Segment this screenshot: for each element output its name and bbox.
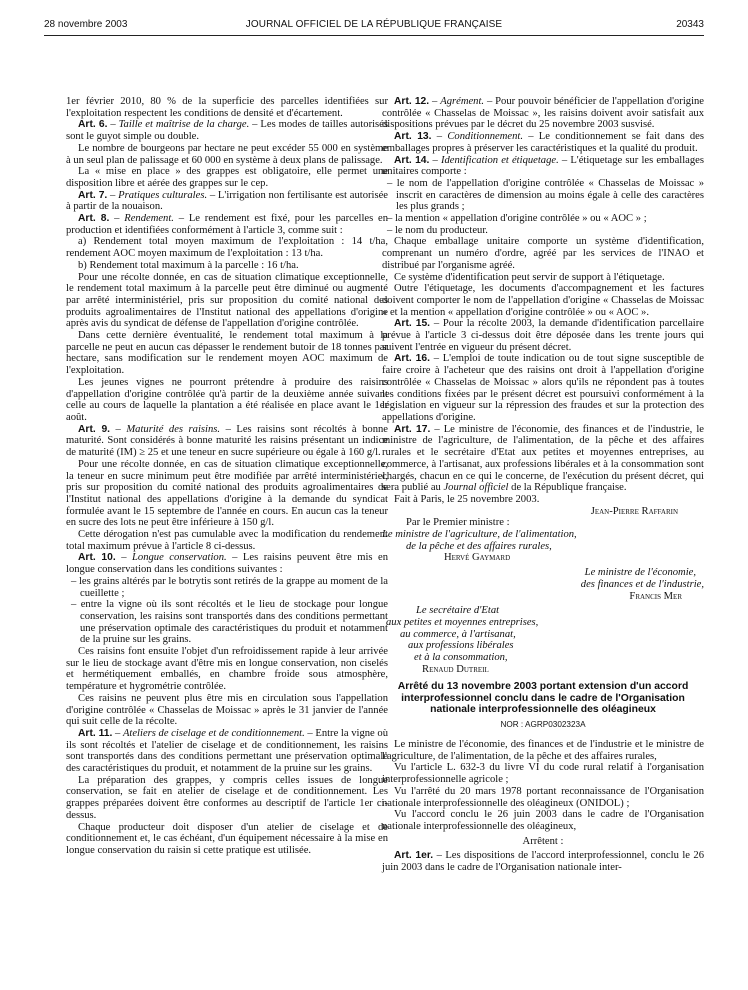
secretary-title: aux professions libérales	[408, 640, 514, 652]
paragraph: La « mise en place » des grappes est obligatoire, elle permet une disposition libre et aérée des grappes sur le cep.	[66, 166, 388, 189]
article-text: – Pour la récolte 2003, la demande d'identification parcellaire prévue à l'article 3 ci-dessus doit être déposée dans les trente jours qui suivent l'entrée en vigueur du présent décret.	[382, 318, 704, 353]
article-text: – Entre la vigne où ils sont récoltés et l'atelier de ciselage et de conditionnement, les raisins sont transportés dans des conditions permettant une préservation optimale des caractéristiques du produit, et notamment de la pruine sur les grains.	[66, 727, 389, 775]
article-7: Art. 7. – Pratiques culturales. – L'irrigation non fertilisante est autorisée à partir de la nouaison.	[66, 189, 388, 213]
paragraph: Vu l'accord conclu le 26 juin 2003 dans le cadre de l'Organisation nationale interprofessionnelle des oléagineux,	[382, 809, 704, 832]
article-title: Pratiques culturales.	[118, 189, 208, 201]
article-9: Art. 9. – Maturité des raisins. – Les raisins sont récoltés à bonne maturité. Sont considérés à bonne maturité les raisins présentant un indice de maturité (IM) ≥ 25 et une teneur en sucre supérieure ou égale à 160 g/l.	[66, 423, 389, 459]
nor-reference: NOR : AGRP0302323A	[500, 720, 586, 730]
article-17	[382, 424, 704, 494]
list-item: – les grains altérés par le botrytis sont retirés de la grappe au moment de la cueillette ;	[71, 575, 388, 599]
paragraph: Pour une récolte donnée, en cas de situation climatique exceptionnelle, le rendement total maximum à la parcelle peut être diminué ou augmenté par arrêté interministériel, pris sur proposition du comité national des produits agroalimentaires de l'Institut national des appellations d'origine après avis du syndicat de défense de l'appellation d'origine contrôlée.	[66, 271, 388, 330]
list-item: – le nom de l'appellation d'origine contrôlée « Chasselas de Moissac » inscrit en caractères de dimension au moins égale à celle des caractères les plus grands ;	[387, 177, 704, 213]
article-text: – Le conditionnement se fait dans des emballages propres à préserver les caractéristiques et la qualité du produit.	[382, 131, 704, 154]
secretary-title: et à la consommation,	[414, 652, 508, 664]
signature-economy-minister: Francis Mer	[629, 590, 682, 602]
page-header	[44, 19, 704, 33]
article-title: Conditionnement.	[447, 131, 523, 143]
paragraph: Chaque emballage unitaire comporte un système d'identification, comprenant un numéro d'ordre, agréé par les services de l'INAO et distribué par l'organisme agréé.	[382, 236, 704, 271]
article-text: – L'emploi de toute indication ou de tout signe susceptible de faire croire à l'acheteur que des raisins ont droit à l'appellation d'origine contrôlée « Chasselas de Moissac » alors qu'ils ne répondent pas à toutes les conditions fixées par le présent décret est poursuivi conformément à la législation en vigueur sur la répression des fraudes et sur la protection des appellations d'origine.	[382, 353, 704, 423]
article-14: Art. 14. – Identification et étiquetage. – L'étiquetage sur les emballages unitaires comporte :	[382, 154, 704, 178]
article-title: Maturité des raisins.	[126, 423, 221, 435]
signature-secretary: Renaud Dutreil	[422, 663, 489, 675]
article-text: de la République française.	[508, 482, 627, 494]
paragraph: Vu l'article L. 632-3 du livre VI du code rural relatif à l'organisation interprofessionnelle agricole ;	[382, 762, 704, 786]
paragraph: Les jeunes vignes ne pourront prétendre à produire des raisins d'appellation d'origine contrôlée qu'à partir de la deuxième année suivant celle au cours de laquelle la plantation a été réalisée en place avant le 1er août.	[66, 376, 388, 423]
paragraph: Chaque producteur doit disposer d'un atelier de ciselage et de conditionnement et, le cas échéant, d'un équipement nécessaire à la mise en longue conservation du raisin si cette pratique est utilisée.	[66, 821, 388, 856]
paragraph: Ces raisins ne peuvent plus être mis en circulation sous l'appellation d'origine contrôlée « Chasselas de Moissac » après le 31 janvier de l'année qui suit celle de la récolte.	[66, 692, 388, 728]
article-label: Art. 6.	[78, 119, 108, 131]
article-label: Art. 8.	[78, 213, 110, 225]
header-date: 28 novembre 2003	[44, 19, 128, 30]
paragraph: Outre l'étiquetage, les documents d'accompagnement et les factures doivent comporter le nom de l'appellation d'origine « Chasselas de Moissac » et la mention « appellation d'origine contrôlée » ou « AOC ».	[382, 283, 704, 318]
article-15	[382, 318, 704, 353]
paragraph: Le nombre de bourgeons par hectare ne peut excéder 55 000 en système à un seul plan de palissage et 60 000 en système à deux plans de palissage.	[66, 142, 388, 166]
header-rule	[44, 35, 704, 36]
paragraph: Ce système d'identification peut servir de support à l'étiquetage.	[394, 271, 665, 283]
paragraph: Cette dérogation n'est pas cumulable avec la modification du rendement total maximum prévue à l'article 8 ci-dessus.	[66, 529, 388, 552]
article-label: Art. 12.	[394, 96, 430, 107]
minister-title: de la pêche et des affaires rurales,	[406, 540, 552, 552]
minister-title: des finances et de l'industrie,	[580, 578, 704, 590]
article-label: Art. 17.	[394, 423, 431, 435]
article-title: Identification et étiquetage.	[440, 154, 559, 166]
paragraph: La préparation des grappes, y compris celles issues de longue conservation, se fait en atelier de ciselage et de conditionnement. Les grappes préparées doivent être conformes au descriptif de l'article 1er ci-dessus.	[66, 774, 388, 821]
right-column	[382, 96, 704, 874]
paragraph: Ces raisins font ensuite l'objet d'un refroidissement rapide à leur arrivée sur le lieu de stockage avant d'être mis en longue conservation, non ciselés et hermétiquement emballés, en chambre froide sous atmosphère, température et hygrométrie contrôlée.	[66, 646, 388, 693]
paragraph: Dans cette dernière éventualité, le rendement total maximum à la parcelle ne peut en aucun cas dépasser le rendement butoir de 18 tonnes par hectare, sans modification sur le rendement moyen AOC maximum de l'exploitation.	[66, 330, 388, 377]
by-prime-minister: Par le Premier ministre :	[406, 517, 510, 529]
list-item: – entre la vigne où ils sont récoltés et le lieu de stockage pour longue conservation, les raisins sont transportés dans des conditions permettant une préservation optimale des caractéristiques du produit et notamment de la pruine sur les grains.	[71, 599, 388, 646]
article-16	[382, 353, 704, 423]
paragraph: Vu l'arrêté du 20 mars 1978 portant reconnaissance de l'Organisation nationale interprofessionnelle des oléagineux (ONIDOL) ;	[382, 785, 704, 809]
article-label: Art. 10.	[78, 552, 116, 564]
article-label: Art. 15.	[394, 318, 431, 330]
signature-prime-minister: Jean-Pierre Raffarin	[590, 505, 678, 517]
article-label: Art. 13.	[394, 131, 432, 143]
article-8: Art. 8. – Rendement. – Le rendement est fixé, pour les parcelles en production et identifiées conformément à l'article 3, comme suit :	[66, 213, 389, 236]
article-label: Art. 11.	[78, 727, 113, 739]
left-column	[66, 96, 388, 857]
secretary-title: Le secrétaire d'Etat	[416, 605, 500, 617]
article-title: Taille et maîtrise de la charge.	[118, 119, 250, 131]
article-label: Art. 7.	[78, 189, 108, 201]
article-label: Art. 9.	[78, 423, 111, 435]
article-title: Rendement.	[124, 213, 174, 225]
article-12: Art. 12. – Agrément. – Pour pouvoir bénéficier de l'appellation d'origine contrôlée « Chasselas de Moissac », les raisins doivent avoir satisfait aux dispositions prévues par le décret du 25 novembre 2003 susvisé.	[382, 96, 705, 131]
article-10: Art. 10. – Longue conservation. – Les raisins peuvent être mis en longue conservation dans les conditions suivantes :	[66, 552, 388, 576]
article-text: – Les modes de tailles autorisés sont le guyot simple ou double.	[66, 119, 388, 143]
secretary-title: au commerce, à l'artisanat,	[400, 628, 516, 640]
article-title: Longue conservation.	[132, 552, 227, 564]
article-text: – L'irrigation non fertilisante est autorisée à partir de la nouaison.	[66, 189, 388, 213]
article-text: – L'étiquetage sur les emballages unitaires comporte :	[382, 154, 704, 178]
done-at-line: Fait à Paris, le 25 novembre 2003.	[394, 493, 540, 505]
minister-title: Le ministre de l'économie,	[584, 567, 696, 579]
article-text: – Les raisins sont récoltés à bonne maturité. Sont considérés à bonne maturité les raisins présentant un indice de maturité (IM) ≥ 25 et une teneur en sucre supérieure ou égale à 160 g/l.	[66, 423, 389, 459]
article-text: – Pour pouvoir bénéficier de l'appellation d'origine contrôlée « Chasselas de Moissac », les raisins doivent avoir satisfait aux dispositions prévues par le décret du 25 novembre 2003 susvisé.	[382, 96, 705, 131]
list-item: – la mention « appellation d'origine contrôlée » ou « AOC » ;	[387, 213, 647, 225]
paragraph: Le ministre de l'économie, des finances et de l'industrie et le ministre de l'agriculture, de l'alimentation, de la pêche et des affaires rurales,	[382, 739, 704, 762]
minister-title: Le ministre de l'agriculture, de l'alimentation,	[382, 529, 577, 541]
header-journal-title: JOURNAL OFFICIEL DE LA RÉPUBLIQUE FRANÇAISE	[245, 19, 503, 30]
article-11: Art. 11. – Ateliers de ciselage et de conditionnement. – Entre la vigne où ils sont récoltés et l'atelier de ciselage et de conditionnement, les raisins sont transportés dans des conditions permettant une préservation optimale des caractéristiques du produit, et notamment de la pruine sur les grains.	[66, 727, 389, 775]
article-1	[382, 850, 704, 873]
article-title: Agrément.	[440, 96, 485, 107]
article-text: – Les raisins peuvent être mis en longue conservation dans les conditions suivantes :	[66, 552, 388, 576]
article-label: Art. 14.	[394, 154, 430, 166]
article-title: Ateliers de ciselage et de conditionnement.	[122, 727, 305, 739]
journal-officiel-ref: Journal officiel	[443, 482, 509, 494]
list-item: – le nom du producteur.	[387, 224, 488, 236]
article-label: Art. 16.	[394, 353, 430, 365]
paragraph: Pour une récolte donnée, en cas de situation climatique exceptionnelle, la teneur en sucre minimum peut être modifiée par arrêté interministériel, pris sur proposition du comité national des produits agroalimentaires de l'Institut national des appellations d'origine à la demande du syndicat formulée avant le 15 septembre de l'année en cours. En aucun cas la teneur en sucre des lots ne peut être inférieure à 150 g/l.	[66, 458, 388, 529]
decree-title: Arrêté du 13 novembre 2003 portant extension d'un accord interprofessionnel conclu dans le cadre de l'Organisation nationale interprofessionnelle des oléagineux	[397, 681, 689, 716]
article-label: Art. 1er.	[394, 850, 434, 862]
arretent-heading: Arrêtent :	[522, 835, 564, 847]
article-text: – Les dispositions de l'accord interprofessionnel, conclu le 26 juin 2003 dans le cadre de l'Organisation nationale inter-	[382, 850, 704, 874]
article-13: Art. 13. – Conditionnement. – Le conditionnement se fait dans des emballages propres à préserver les caractéristiques et la qualité du produit.	[382, 131, 704, 154]
paragraph: b) Rendement total maximum à la parcelle : 16 t/ha.	[78, 259, 299, 271]
article-text: – Le rendement est fixé, pour les parcelles en production et identifiées conformément à l'article 3, comme suit :	[66, 213, 389, 236]
paragraph: 1er février 2010, 80 % de la superficie des parcelles identifiées sur l'exploitation respectent les conditions de densité et d'écartement.	[66, 96, 388, 119]
article-6: Art. 6. – Taille et maîtrise de la charge. – Les modes de tailles autorisés sont le guyot simple ou double.	[66, 119, 388, 143]
secretary-title: aux petites et moyennes entreprises,	[386, 616, 539, 628]
paragraph: a) Rendement total moyen maximum de l'exploitation : 14 t/ha, rendement AOC moyen maximum de l'exploitation : 13 t/ha.	[66, 236, 388, 260]
signature-agriculture-minister: Hervé Gaymard	[444, 552, 511, 564]
header-page-number: 20343	[676, 19, 704, 30]
article-text: – Le ministre de l'économie, des finances et de l'industrie, le ministre de l'agriculture, de l'alimentation, de la pêche et des affaires rurales et le secrétaire d'Etat aux petites et moyennes entreprises, au commerce, à l'artisanat, aux professions libérales et à la consommation sont chargés, chacun en ce qui le concerne, de l'exécution du présent décret, qui sera publié au	[382, 423, 704, 494]
